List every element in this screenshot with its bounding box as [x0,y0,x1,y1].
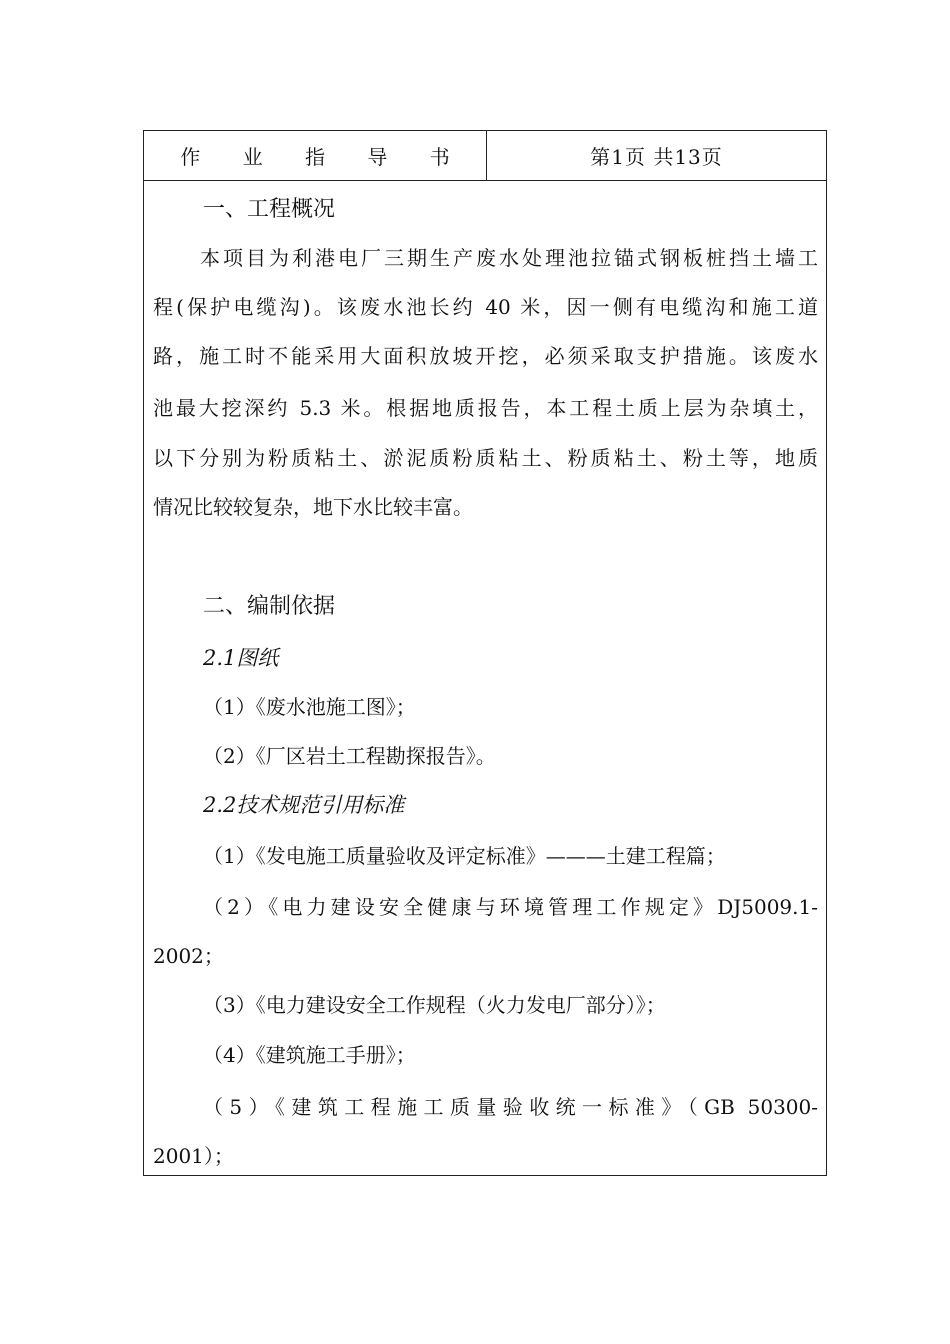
section-heading-overview: 一、工程概况 [203,197,336,222]
paragraph-line: 池最大挖深约 5.3 米。根据地质报告，本工程土质上层为杂填土， [153,396,818,420]
document-title: 作 业 指 导 书 [144,131,487,180]
section-heading-basis: 二、编制依据 [203,594,336,619]
list-item: （2）《电力建设安全健康与环境管理工作规定》DJ5009.1- [203,895,818,919]
list-item: （2）《厂区岩土工程勘探报告》。 [203,744,496,768]
list-item-continuation: 2001）； [153,1144,234,1168]
list-item: （4）《建筑施工手册》； [203,1043,416,1067]
paragraph-line: 情况比较较复杂，地下水比较丰富。 [153,495,473,519]
paragraph-line: 本项目为利港电厂三期生产废水处理池拉锚式钢板桩挡土墙工 [200,246,818,270]
paragraph-line: 程(保护电缆沟)。该废水池长约 40 米，因一侧有电缆沟和施工道 [153,295,818,319]
paragraph-line: 以下分别为粉质粘土、淤泥质粉质粘土、粉质粘土、粉土等，地质 [153,446,818,470]
header-row [144,131,826,181]
list-item-continuation: 2002； [153,944,224,968]
subheading-drawings: 2.1图纸 [203,646,279,670]
list-item: （5）《建筑工程施工质量验收统一标准》（GB 50300- [203,1095,818,1119]
list-item: （1）《发电施工质量验收及评定标准》———土建工程篇； [203,844,726,868]
list-item: （3）《电力建设安全工作规程（火力发电厂部分）》； [203,993,666,1017]
page-indicator: 第1页 共13页 [590,145,723,169]
list-item: （1）《废水池施工图》； [203,695,416,719]
paragraph-line: 路，施工时不能采用大面积放坡开挖，必须采取支护措施。该废水 [153,344,818,368]
subheading-standards: 2.2技术规范引用标准 [203,793,405,817]
